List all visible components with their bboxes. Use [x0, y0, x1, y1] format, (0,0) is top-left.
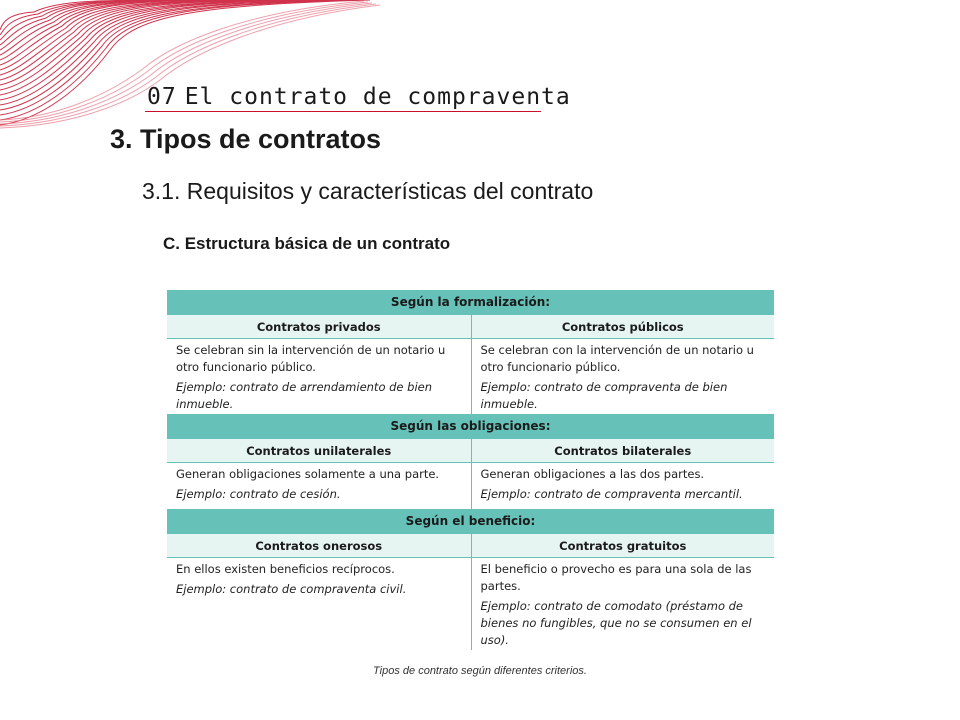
table-row	[167, 463, 774, 509]
cell-text: El beneficio o provecho es para una sola de las partes.	[480, 562, 752, 593]
cell-example: Ejemplo: contrato de cesión.	[176, 487, 341, 501]
table-row	[167, 558, 774, 650]
subsection-heading: 3.1. Requisitos y características del contrato	[142, 178, 594, 204]
table-cell	[471, 339, 775, 414]
column-header: Contratos privados	[167, 315, 471, 339]
table-section-header: Según la formalización:	[167, 290, 774, 315]
cell-text: En ellos existen beneficios recíprocos.	[176, 562, 395, 576]
column-header: Contratos gratuitos	[471, 534, 775, 558]
table-section-header: Según el beneficio:	[167, 509, 774, 534]
cell-text: Se celebran con la intervención de un notario u otro funcionario público.	[480, 343, 754, 374]
column-header: Contratos onerosos	[167, 534, 471, 558]
cell-example: Ejemplo: contrato de compraventa mercantil.	[480, 487, 743, 501]
cell-example: Ejemplo: contrato de comodato (préstamo de bienes no fungibles, que no se consumen en el uso).	[480, 599, 752, 647]
table-column-headers	[167, 439, 774, 463]
table-cell	[167, 339, 471, 414]
cell-example: Ejemplo: contrato de compraventa civil.	[176, 582, 407, 596]
cell-example: Ejemplo: contrato de arrendamiento de bien inmueble.	[176, 380, 433, 411]
table-cell	[471, 558, 775, 650]
contract-types-table	[167, 290, 774, 650]
table-section-header: Según las obligaciones:	[167, 414, 774, 439]
sub-subsection-heading: C. Estructura básica de un contrato	[163, 234, 451, 253]
table-column-headers	[167, 534, 774, 558]
section-heading: 3. Tipos de contratos	[110, 124, 382, 154]
cell-text: Generan obligaciones a las dos partes.	[480, 467, 705, 481]
chapter-header	[147, 84, 571, 110]
table-caption: Tipos de contrato según diferentes criterios.	[373, 665, 587, 677]
column-header: Contratos públicos	[471, 315, 775, 339]
chapter-title: El contrato de compraventa	[184, 84, 571, 110]
chapter-underline	[145, 111, 541, 112]
column-header: Contratos bilaterales	[471, 439, 775, 463]
table-row	[167, 339, 774, 414]
column-header: Contratos unilaterales	[167, 439, 471, 463]
table-cell	[167, 463, 471, 509]
cell-text: Generan obligaciones solamente a una parte.	[176, 467, 440, 481]
table-cell	[471, 463, 775, 509]
cell-text: Se celebran sin la intervención de un notario u otro funcionario público.	[176, 343, 446, 374]
cell-example: Ejemplo: contrato de compraventa de bien inmueble.	[480, 380, 728, 411]
chapter-number: 07	[147, 84, 177, 110]
table-column-headers	[167, 315, 774, 339]
table-cell	[167, 558, 471, 650]
